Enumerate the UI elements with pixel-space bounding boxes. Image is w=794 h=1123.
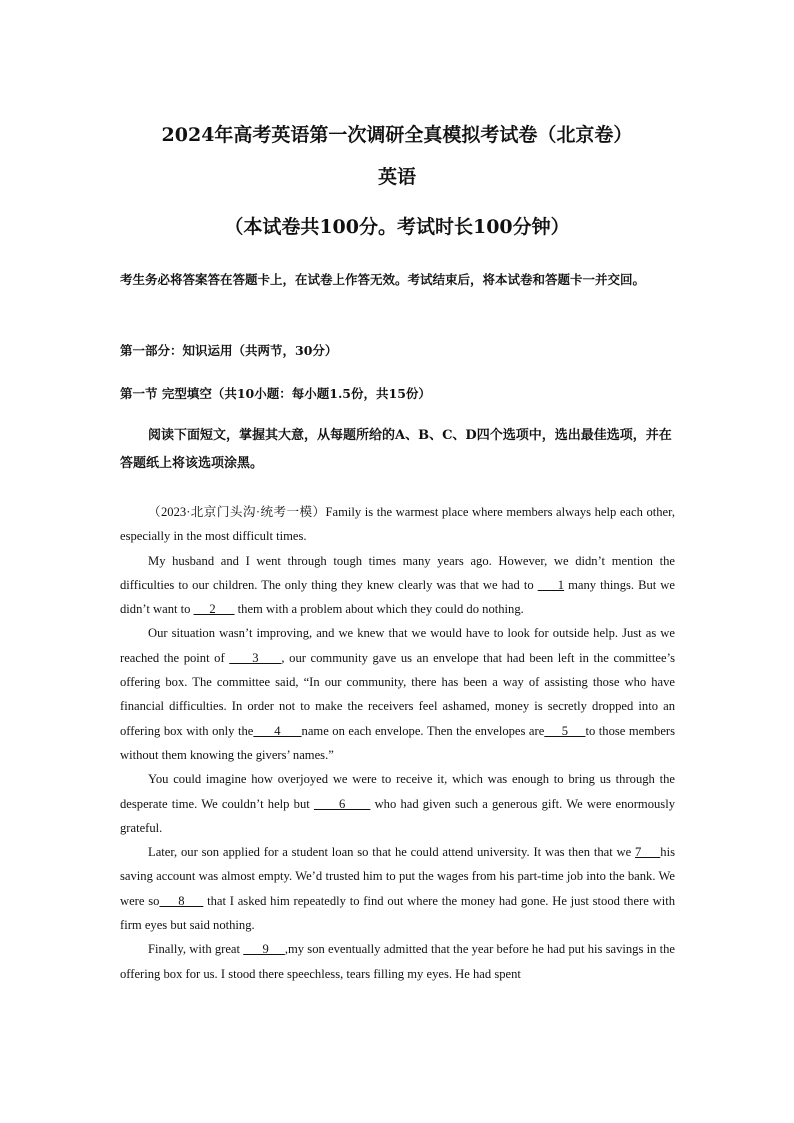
passage-text: Later, our son applied for a student loan so that he could attend university. It was then that we [148, 845, 635, 860]
blank-8: 8 [159, 893, 204, 908]
subject-title: 英语 [377, 166, 416, 188]
passage-paragraph-6 [120, 937, 675, 986]
blank-1: 1 [537, 577, 565, 592]
exam-title: 2024年高考英语第一次调研全真模拟考试卷（北京卷） [161, 124, 633, 146]
passage-text: who had given such a generous gift. We were enormously grateful. [120, 796, 675, 835]
passage-text: them with a problem about which they could do nothing. [234, 602, 524, 617]
section-one-heading: 第一节 完型填空（共10小题：每小题1.5份，共15份） [120, 386, 431, 401]
passage-text: Our situation wasn’t improving, and we knew that we would have to look for outside help. Just as we reached the point of [120, 626, 675, 665]
passage-text: My husband and I went through tough times many years ago. However, we didn’t mention the difficulties to our children. The only thing they knew clearly was that we had to [120, 553, 675, 592]
passage-paragraph-2 [120, 549, 675, 622]
passage-text: name on each envelope. Then the envelopes are [301, 723, 545, 738]
passage-text: to those members without them knowing the givers’ names.” [120, 723, 676, 762]
passage-text: many things. But we didn’t want to [120, 577, 675, 617]
passage-text: his saving account was almost empty. We’d trusted him to put the wages from his part-time job into the bank. We were so [120, 845, 675, 908]
directions-text: 阅读下面短文，掌握其大意，从每题所给的A、B、C、D四个选项中，选出最佳选项，并在答题纸上将该选项涂黑。 [120, 428, 672, 471]
passage-text: Finally, with great [148, 942, 244, 957]
exam-note: （本试卷共100分。考试时长100分钟） [224, 216, 570, 238]
blank-9: 9 [243, 942, 285, 957]
passage-text: You could imagine how overjoyed we were to receive it, which was enough to bring us through the desperate time. We couldn’t help but [120, 772, 675, 811]
blank-5: 5 [544, 723, 586, 738]
blank-6: 6 [313, 796, 371, 811]
blank-4: 4 [253, 723, 302, 738]
blank-7: 7 [635, 845, 661, 860]
passage-text: that I asked him repeatedly to find out where the money had gone. He just stood there with firm eyes but said nothing. [120, 893, 675, 933]
passage-paragraph-3 [120, 621, 675, 767]
blank-2: 2 [193, 602, 235, 617]
cloze-passage [120, 500, 675, 986]
part-one-heading: 第一部分：知识运用（共两节，30分） [120, 343, 338, 358]
passage-paragraph-1: （2023·北京门头沟·统考一模）Family is the warmest place where members always help each other, especially in the most difficult times. [120, 505, 675, 544]
passage-paragraph-5 [120, 840, 675, 937]
notice-text: 考生务必将答案答在答题卡上，在试卷上作答无效。考试结束后，将本试卷和答题卡一并交回。 [120, 272, 646, 287]
passage-text: , our community gave us an envelope that had been left in the committee’s offering box. The committee said, “In our community, there has been a way of assisting those who have financial difficulties. In order not to make the receivers feel ashamed, money is secretly dropped into an offering box with only the [120, 650, 676, 738]
passage-paragraph-4 [120, 767, 675, 840]
passage-text: ,my son eventually admitted that the year before he had put his savings in the offering box for us. I stood there speechless, tears filling my eyes. He had spent [120, 942, 675, 981]
blank-3: 3 [229, 650, 282, 665]
